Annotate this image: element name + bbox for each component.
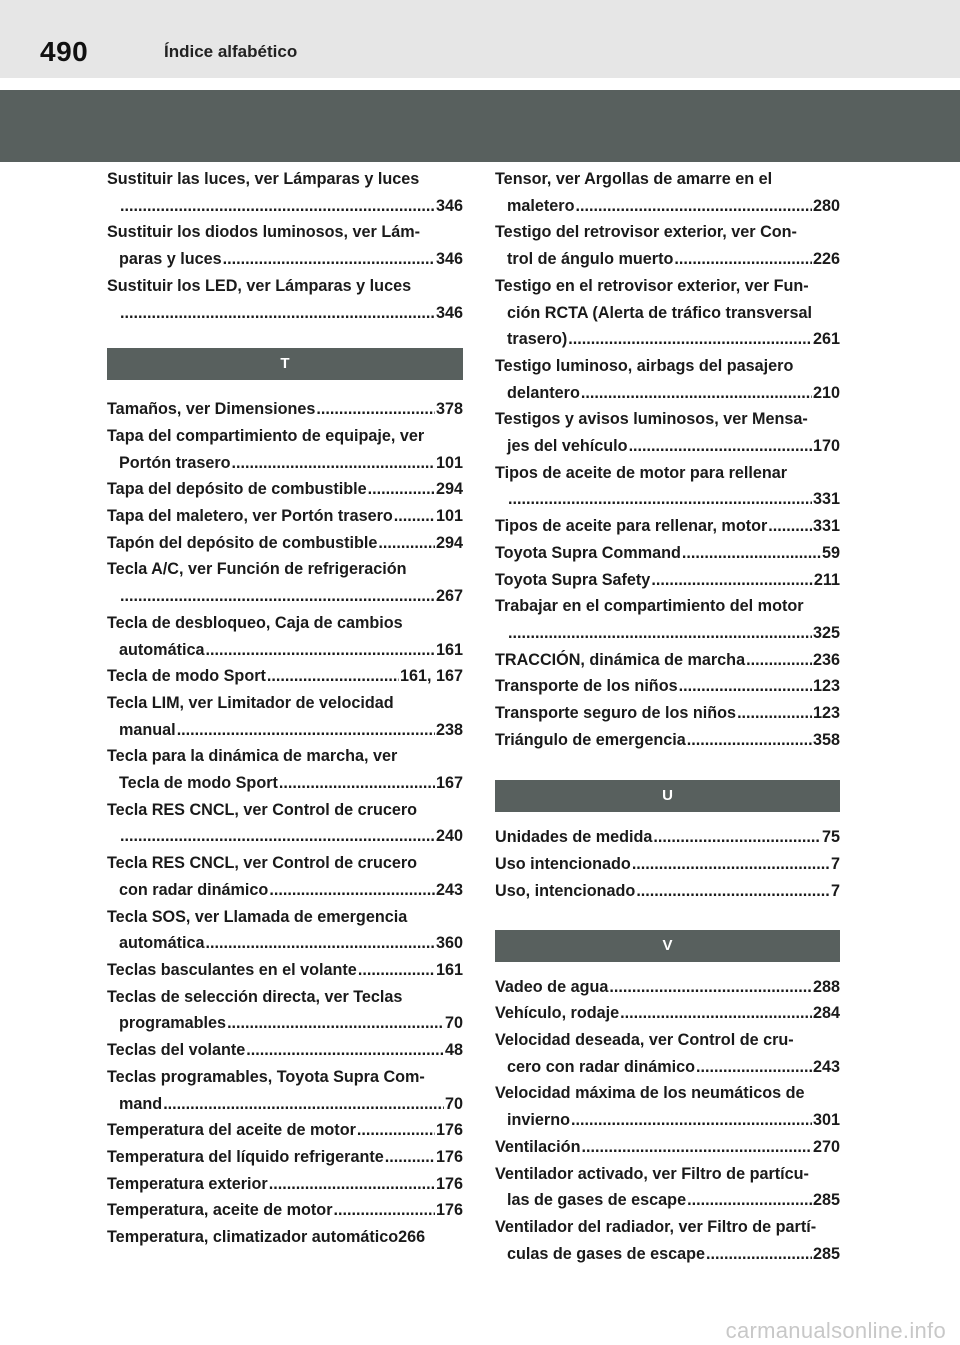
page-reference: 331 xyxy=(812,490,840,509)
page-reference: 161, 167 xyxy=(399,667,463,686)
dot-leader xyxy=(687,727,812,754)
entry-text-line: Velocidad máxima de los neumáticos de xyxy=(495,1084,805,1103)
dot-leader xyxy=(571,1107,812,1134)
index-entry xyxy=(107,219,463,272)
page-reference: 123 xyxy=(812,677,840,696)
entry-page-line xyxy=(495,1134,840,1161)
entry-term: automática xyxy=(119,640,205,659)
entry-text-line: ción RCTA (Alerta de tráfico transversal xyxy=(507,303,812,322)
entry-text-line: Sustituir las luces, ver Lámparas y luces xyxy=(107,170,420,188)
page-reference: 284 xyxy=(812,1004,840,1023)
entry-page-line xyxy=(107,637,463,664)
page-reference: 7 xyxy=(830,855,840,874)
page-reference: 176 xyxy=(435,1201,463,1220)
entry-page-line xyxy=(107,717,463,744)
index-entry xyxy=(495,673,840,700)
page-number: 490 xyxy=(40,36,89,67)
entry-group xyxy=(495,166,840,753)
page-reference: 346 xyxy=(435,196,463,215)
index-entry xyxy=(107,423,463,476)
page-reference: 176 xyxy=(435,1121,463,1140)
dot-leader xyxy=(620,1000,812,1027)
page-reference: 243 xyxy=(435,880,463,899)
entry-text-line: Testigo en el retrovisor exterior, ver Fun- xyxy=(495,276,809,295)
entry-page-line xyxy=(107,476,463,503)
entry-text-line: Tensor, ver Argollas de amarre en el xyxy=(495,170,773,188)
index-entry xyxy=(495,1134,840,1161)
index-entry xyxy=(495,851,840,878)
page-reference: 101 xyxy=(435,453,463,472)
entry-term: Tamaños, ver Dimensiones xyxy=(107,400,316,419)
dot-leader xyxy=(385,1144,435,1171)
page-reference: 238 xyxy=(435,720,463,739)
dot-leader xyxy=(316,396,435,423)
page-reference: 243 xyxy=(812,1057,840,1076)
entry-text-line: Tecla LIM, ver Limitador de velocidad xyxy=(107,693,394,712)
entry-text-line: Tecla A/C, ver Función de refrigeración xyxy=(107,560,407,579)
dot-leader xyxy=(746,647,812,674)
entry-term: cero con radar dinámico xyxy=(507,1057,696,1076)
index-entry xyxy=(495,700,840,727)
index-entry xyxy=(107,166,463,219)
page-reference: 285 xyxy=(812,1244,840,1263)
dot-leader xyxy=(177,717,435,744)
index-entry xyxy=(107,503,463,530)
entry-text-line: Tecla RES CNCL, ver Control de crucero xyxy=(107,854,418,873)
dot-leader xyxy=(696,1054,812,1081)
section-header-v: V xyxy=(495,930,840,962)
entry-term: Temperatura exterior xyxy=(107,1174,268,1193)
entry-page-line xyxy=(107,770,463,797)
entry-term: Tecla de modo Sport xyxy=(107,667,266,686)
entry-page-line xyxy=(495,647,840,674)
page-reference: 280 xyxy=(812,196,840,215)
entry-term: con radar dinámico xyxy=(119,880,269,899)
page-reference: 285 xyxy=(812,1191,840,1210)
dot-leader xyxy=(368,476,435,503)
dot-leader xyxy=(679,673,812,700)
entry-group xyxy=(107,396,463,1251)
page-reference: 325 xyxy=(812,623,840,642)
index-entry xyxy=(107,530,463,557)
entry-term: Tapa del maletero, ver Portón trasero xyxy=(107,507,393,526)
entry-page-line xyxy=(495,193,840,220)
entry-text-line: Testigo del retrovisor exterior, ver Con- xyxy=(495,223,797,242)
entry-term: Teclas del volante xyxy=(107,1041,246,1060)
dot-leader xyxy=(357,1117,435,1144)
entry-page-line xyxy=(495,540,840,567)
dot-leader xyxy=(609,974,812,1001)
index-entry xyxy=(107,904,463,957)
entry-page-line xyxy=(495,513,840,540)
page-reference: 301 xyxy=(812,1111,840,1130)
entry-page-line xyxy=(107,246,463,273)
entry-term: jes del vehículo xyxy=(507,437,628,456)
entry-page-line xyxy=(495,567,840,594)
page-reference: 360 xyxy=(435,934,463,953)
index-entry xyxy=(495,824,840,851)
entry-term: Triángulo de emergencia xyxy=(495,730,686,749)
index-entry xyxy=(107,396,463,423)
entry-page-line xyxy=(495,1054,840,1081)
entry-term: Toyota Supra Command xyxy=(495,543,681,562)
entry-page-line xyxy=(495,433,840,460)
dot-leader xyxy=(232,450,435,477)
entry-page-line xyxy=(107,1171,463,1198)
page-reference: 210 xyxy=(812,383,840,402)
dot-leader xyxy=(358,957,435,984)
entry-page-line xyxy=(495,246,840,273)
entry-text-line: Ventilador activado, ver Filtro de partícu- xyxy=(495,1164,809,1183)
entry-page-line xyxy=(107,450,463,477)
entry-page-line xyxy=(107,1091,463,1118)
dot-leader xyxy=(378,530,435,557)
entry-term: delantero xyxy=(507,383,580,402)
entry-page-line xyxy=(107,1197,463,1224)
entry-text-line: Tecla SOS, ver Llamada de emergencia xyxy=(107,907,408,926)
entry-text-line: Tecla para la dinámica de marcha, ver xyxy=(107,747,398,766)
dot-leader xyxy=(120,193,435,220)
entry-page-line xyxy=(107,503,463,530)
dot-leader xyxy=(706,1241,812,1268)
page-reference: 294 xyxy=(435,533,463,552)
entry-text-line: Tecla de desbloqueo, Caja de cambios xyxy=(107,613,403,632)
entry-term: trasero) xyxy=(507,330,568,349)
entry-term: Unidades de medida xyxy=(495,828,653,847)
entry-page-line xyxy=(495,824,840,851)
page-reference: 294 xyxy=(435,480,463,499)
entry-term: invierno xyxy=(507,1111,570,1130)
page-reference: 75 xyxy=(821,828,840,847)
index-entry xyxy=(107,743,463,796)
index-entry xyxy=(107,690,463,743)
entry-page-line xyxy=(495,1107,840,1134)
page-reference: 240 xyxy=(435,827,463,846)
page-reference: 226 xyxy=(812,250,840,269)
index-entry xyxy=(107,476,463,503)
dot-leader xyxy=(120,823,435,850)
entry-text-line: Sustituir los LED, ver Lámparas y luces xyxy=(107,276,412,295)
entry-text-line: Teclas programables, Toyota Supra Com- xyxy=(107,1067,425,1086)
entry-page-line xyxy=(107,1144,463,1171)
dot-leader xyxy=(682,540,821,567)
entry-term: Portón trasero xyxy=(119,453,231,472)
entry-term: culas de gases de escape xyxy=(507,1244,705,1263)
page-reference: 7 xyxy=(830,881,840,900)
entry-page-line xyxy=(107,957,463,984)
page-reference: 70 xyxy=(444,1014,463,1033)
index-entry xyxy=(495,727,840,754)
index-entry xyxy=(495,1000,840,1027)
entry-term: Tapón del depósito de combustible xyxy=(107,533,378,552)
section-header-u: U xyxy=(495,780,840,812)
page-reference: 176 xyxy=(435,1147,463,1166)
entry-page-line xyxy=(495,1187,840,1214)
entry-page-line xyxy=(495,673,840,700)
entry-text-line: Teclas de selección directa, ver Teclas xyxy=(107,987,403,1006)
page-reference: 267 xyxy=(435,587,463,606)
entry-page-line xyxy=(107,930,463,957)
dot-leader xyxy=(575,193,812,220)
entry-term: las de gases de escape xyxy=(507,1191,687,1210)
entry-page-line xyxy=(107,530,463,557)
entry-term: Vehículo, rodaje xyxy=(495,1004,620,1023)
index-entry xyxy=(495,273,840,353)
entry-text-line: Tipos de aceite de motor para rellenar xyxy=(495,463,788,482)
entry-text-line: Ventilador del radiador, ver Filtro de partí- xyxy=(495,1217,817,1236)
entry-page-line xyxy=(107,663,463,690)
entry-text-line: Sustituir los diodos luminosos, ver Lám- xyxy=(107,223,421,242)
entry-term: Tipos de aceite para rellenar, motor xyxy=(495,517,768,536)
index-entry xyxy=(107,1197,463,1224)
dot-leader xyxy=(651,567,813,594)
dot-leader xyxy=(227,1010,444,1037)
entry-term: manual xyxy=(119,720,176,739)
entry-group xyxy=(107,166,463,326)
entry-page-line xyxy=(495,380,840,407)
dot-leader xyxy=(334,1197,435,1224)
page-reference: 101 xyxy=(435,507,463,526)
page-reference: 288 xyxy=(812,977,840,996)
index-entry xyxy=(107,1037,463,1064)
entry-term: Tecla de modo Sport xyxy=(119,774,278,793)
section-header-t: T xyxy=(107,348,463,380)
index-entry xyxy=(107,1144,463,1171)
entry-text-line: Tecla RES CNCL, ver Control de crucero xyxy=(107,800,418,819)
index-entry xyxy=(107,957,463,984)
index-entry xyxy=(495,567,840,594)
index-entry xyxy=(107,1224,463,1251)
index-entry xyxy=(495,406,840,459)
page-reference: 358 xyxy=(812,730,840,749)
entry-page-line xyxy=(495,1241,840,1268)
page-reference: 48 xyxy=(444,1041,463,1060)
index-entry xyxy=(495,166,840,219)
entry-page-line xyxy=(107,1037,463,1064)
dot-leader xyxy=(279,770,435,797)
entry-term: Temperatura, aceite de motor xyxy=(107,1201,333,1220)
entry-page-line xyxy=(495,851,840,878)
entry-text-line: Velocidad deseada, ver Control de cru- xyxy=(495,1030,794,1049)
entry-page-line xyxy=(495,1000,840,1027)
entry-text-line: Testigo luminoso, airbags del pasajero xyxy=(495,356,794,375)
index-entry xyxy=(107,663,463,690)
index-entry xyxy=(495,540,840,567)
page-reference: 378 xyxy=(435,400,463,419)
page-reference: 167 xyxy=(435,774,463,793)
index-entry xyxy=(107,556,463,609)
page-reference: 331 xyxy=(812,517,840,536)
entry-page-line xyxy=(495,878,840,905)
index-entry xyxy=(107,1171,463,1198)
dot-leader xyxy=(223,246,435,273)
entry-group xyxy=(495,974,840,1268)
entry-group xyxy=(495,824,840,904)
index-entry xyxy=(495,1080,840,1133)
dot-leader xyxy=(394,503,435,530)
dot-leader xyxy=(269,877,435,904)
index-entry xyxy=(495,513,840,540)
index-entry xyxy=(107,984,463,1037)
dot-leader xyxy=(120,583,435,610)
entry-term: programables xyxy=(119,1014,227,1033)
dot-leader xyxy=(568,326,812,353)
index-entry xyxy=(107,273,463,326)
dot-leader xyxy=(653,824,821,851)
dot-leader xyxy=(163,1091,444,1118)
entry-page-line xyxy=(107,877,463,904)
entry-page-line xyxy=(107,1117,463,1144)
entry-term: Ventilación xyxy=(495,1137,581,1156)
entry-term: automática xyxy=(119,934,205,953)
index-entry xyxy=(495,1027,840,1080)
entry-term: paras y luces xyxy=(119,250,222,269)
page-reference: 170 xyxy=(812,437,840,456)
entry-term: Temperatura del aceite de motor xyxy=(107,1121,356,1140)
index-entry xyxy=(107,610,463,663)
index-entry xyxy=(107,797,463,850)
entry-page-line xyxy=(107,1010,463,1037)
watermark: carmanualsonline.info xyxy=(725,1318,946,1343)
dot-leader xyxy=(120,300,435,327)
page-reference: 270 xyxy=(812,1137,840,1156)
entry-term: TRACCIÓN, dinámica de marcha xyxy=(495,650,746,669)
page-reference: 59 xyxy=(821,543,840,562)
entry-page-line xyxy=(107,583,463,610)
page-reference: 123 xyxy=(812,704,840,723)
entry-term: Uso, intencionado xyxy=(495,881,636,900)
dot-leader xyxy=(508,620,812,647)
page-reference: 70 xyxy=(444,1094,463,1113)
dot-leader xyxy=(269,1171,435,1198)
dot-leader xyxy=(246,1037,444,1064)
page-reference: 211 xyxy=(813,570,840,589)
left-column xyxy=(107,166,463,1251)
page-reference: 161 xyxy=(435,640,463,659)
index-entry xyxy=(495,219,840,272)
dot-leader xyxy=(508,486,812,513)
index-entry xyxy=(107,1117,463,1144)
dot-leader xyxy=(768,513,812,540)
index-entry xyxy=(107,1064,463,1117)
dot-leader xyxy=(737,700,812,727)
right-column xyxy=(495,166,840,1267)
index-entry xyxy=(495,353,840,406)
page-reference: 261 xyxy=(812,330,840,349)
index-entry xyxy=(495,1161,840,1214)
dot-leader xyxy=(636,878,830,905)
entry-page-line xyxy=(495,326,840,353)
index-entry xyxy=(495,647,840,674)
entry-text-line: Testigos y avisos luminosos, ver Mensa- xyxy=(495,410,808,429)
index-entry xyxy=(495,974,840,1001)
dot-leader xyxy=(632,851,830,878)
entry-term: Transporte seguro de los niños xyxy=(495,704,737,723)
entry-page-line xyxy=(495,486,840,513)
entry-text-line: Trabajar en el compartimiento del motor xyxy=(495,597,804,616)
header-band xyxy=(0,90,960,162)
index-entry xyxy=(107,850,463,903)
entry-term: maletero xyxy=(507,196,575,215)
entry-page-line xyxy=(495,620,840,647)
entry-term: Transporte de los niños xyxy=(495,677,678,696)
entry-term: Temperatura del líquido refrigerante xyxy=(107,1147,384,1166)
entry-term: Toyota Supra Safety xyxy=(495,570,651,589)
entry-page-line xyxy=(495,700,840,727)
entry-page-line xyxy=(107,300,463,327)
index-entry xyxy=(495,1214,840,1267)
running-title: Índice alfabético xyxy=(164,42,298,61)
dot-leader xyxy=(581,380,812,407)
entry-page-line xyxy=(495,974,840,1001)
entry-term: mand xyxy=(119,1094,163,1113)
dot-leader xyxy=(267,663,399,690)
page-reference: 346 xyxy=(435,250,463,269)
entry-term: Teclas basculantes en el volante xyxy=(107,960,357,979)
dot-leader xyxy=(629,433,812,460)
entry-term: Uso intencionado xyxy=(495,855,631,874)
page-reference: 236 xyxy=(812,650,840,669)
dot-leader xyxy=(687,1187,812,1214)
page-reference: 346 xyxy=(435,303,463,322)
entry-page-line xyxy=(495,727,840,754)
entry-term: Tapa del depósito de combustible xyxy=(107,480,367,499)
top-strip xyxy=(0,0,960,78)
entry-text-line: Temperatura, climatizador automático266 xyxy=(107,1228,426,1247)
entry-text-line: Tapa del compartimiento de equipaje, ver xyxy=(107,426,425,445)
page-reference: 176 xyxy=(435,1174,463,1193)
index-entry xyxy=(495,460,840,513)
entry-term: trol de ángulo muerto xyxy=(507,250,674,269)
entry-term: Vadeo de agua xyxy=(495,977,609,996)
dot-leader xyxy=(674,246,812,273)
entry-page-line xyxy=(107,396,463,423)
index-entry xyxy=(495,878,840,905)
dot-leader xyxy=(581,1134,812,1161)
entry-page-line xyxy=(107,823,463,850)
page-reference: 161 xyxy=(435,960,463,979)
dot-leader xyxy=(205,930,435,957)
dot-leader xyxy=(205,637,435,664)
entry-page-line xyxy=(107,193,463,220)
index-entry xyxy=(495,593,840,646)
